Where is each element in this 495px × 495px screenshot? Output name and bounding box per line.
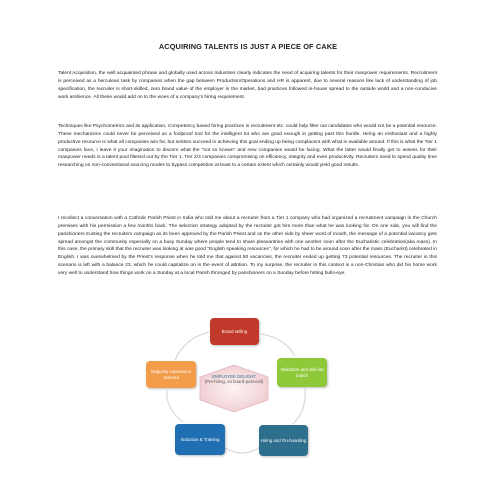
paragraph-2: Techniques like Psychometrics and its application, Competency based hiring practices in recruitment etc. could help filter out candidates who would not be a potential resource. These mechanisms could never be perceived as a foolproof tool for the intelligent lot who are good enough in getting past this hurdle. Hiring an enthusiast and a highly productive resource is what all companies aim for, but seldom succeed in achieving this goal ending up being complacent with what is available around. If this is what the Tier 1 companies face, I leave it your imagination to discern what the "not so known" and new companies would be facing. What the latter would finally get to assess for their manpower needs is a talent pool filtered out by the Tier 1, Tier 2/3 companies compromising on efficiency, integrity and even productivity. Recruiters need to spend quality time researching on non-conventional sourcing modes to bypass competition at least to a certain extent which certainly would yield good results. — [58, 124, 437, 169]
paragraph-1: Talent Acquisition, the well acquainted phrase and globally used across Industries clearly indicates the need of acquiring talents for their manpower requirements. Recruitment is perceived as a herculean task by companies when the gap between Production/Operations and HR is apparent, due to several reasons like lack of understanding of job specification, the recruiter is short-skilled, zero brand value of the employer in the market, bad practices followed in-house spread to the outside world and a non-conducive work ambience. All these would add on to the woes of a company's hiring requirement. — [58, 71, 437, 100]
arc-induction-to-longevity — [167, 390, 183, 422]
document-title: ACQUIRING TALENTS IS JUST A PIECE OF CAKE — [158, 42, 338, 51]
node-validation-label: Validation and skill set match — [280, 367, 324, 378]
node-induction-training — [175, 424, 225, 455]
arc-validation-to-hiring — [293, 388, 305, 424]
arc-hiring-to-induction — [225, 448, 259, 453]
hub-label — [200, 374, 268, 384]
node-longevity-label: longevity experience assured — [150, 369, 192, 380]
hub-subtitle: (Pre-hiring, on board-post-exit) — [204, 379, 264, 385]
node-longevity — [146, 361, 196, 388]
arc-brand-to-validation — [261, 334, 295, 356]
hub-hexagon — [200, 365, 268, 412]
arc-longevity-to-brand — [175, 332, 209, 360]
node-validation — [277, 358, 327, 387]
node-hiring-onboarding-label: Hiring and On-boarding — [260, 437, 307, 443]
node-brand-selling-label: Brand selling — [221, 328, 248, 334]
employee-delight-cycle-diagram — [135, 318, 335, 478]
hub-title: EMPLOYEE DELIGHT — [212, 374, 256, 379]
node-brand-selling — [210, 318, 259, 345]
node-induction-training-label: Induction & Training — [180, 436, 220, 442]
paragraph-3: I recollect a conversation with a Catholic Parish Priest in India who told me about a recruiter from a Tier 1 company who had organized a recruitment campaign in the Church premises with his permission a few months back. The selection strategy adopted by the recruiter got him more than what he was looking for. On one side, you will find the parishioners trusting the recruiters campaign as its been approved by the Parish Priest and on the other side by sheer word of mouth, the message of a potential vacancy gets spread amongst the community especially on a busy Sunday where people tend to share pleasantries with one another soon after the Eucharistic celebration(aka mass). In this case, the primary skill that the recruiter was looking at was good "English speaking resources", for which he had to be around soon after the mass (Eucharist) celebrated in English. I was overwhelmed by the Priest's response when he told me that against 50 vacancies, the recruiter ended up getting 73 potential resources. The recruiter in this scenario is left with a balance 23, which he could capitalize on in the event of attrition. To my surprise, the recruiter in this context is a non-Christian who did his home work very well to understand how things work on a Sunday at a local Parish thronged by parishioners on a Sunday before hitting bulls-eye. — [58, 216, 437, 276]
node-hiring-onboarding — [259, 425, 308, 456]
